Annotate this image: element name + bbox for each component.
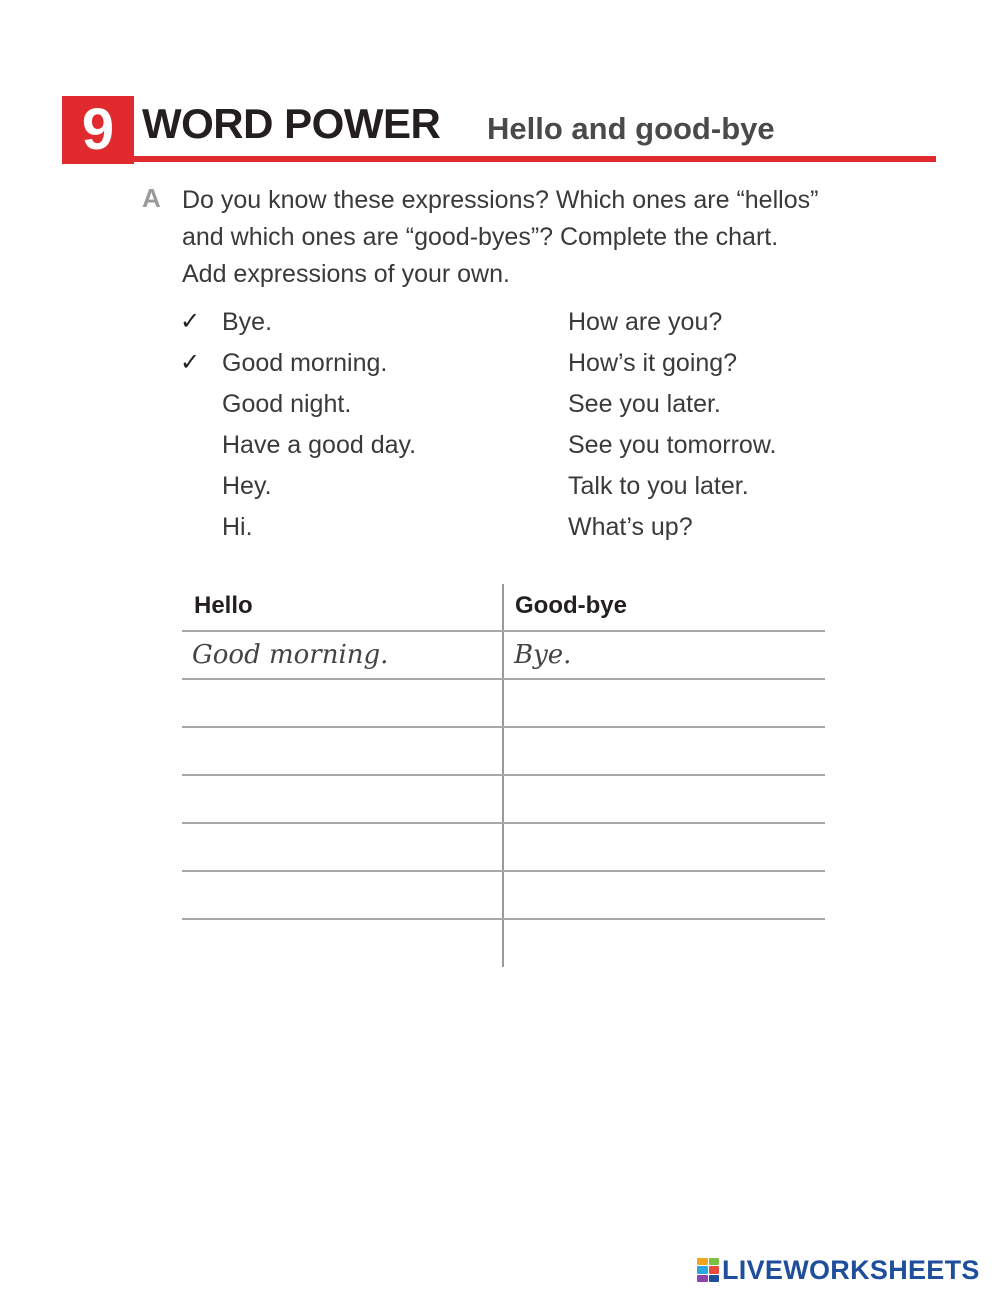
chart-header-hello: Hello xyxy=(194,592,253,619)
expression-item: Talk to you later. xyxy=(568,472,749,500)
chart-cell-goodbye-5[interactable] xyxy=(514,824,819,870)
expression-item xyxy=(180,388,416,429)
logo-tile xyxy=(697,1275,708,1282)
expression-item xyxy=(180,470,416,511)
chart-header-goodbye: Good-bye xyxy=(515,592,627,619)
chart-cell-hello-1[interactable]: Good morning. xyxy=(192,640,389,670)
logo-tile xyxy=(709,1258,720,1265)
section-letter: A xyxy=(142,183,161,213)
expression-item: How’s it going? xyxy=(568,349,738,377)
expression-item: See you tomorrow. xyxy=(568,431,777,459)
liveworksheets-logo-icon xyxy=(697,1258,719,1282)
expression-item xyxy=(180,347,416,388)
chart-cell-goodbye-2[interactable] xyxy=(514,680,819,726)
chart-cell-goodbye-1[interactable]: Bye. xyxy=(514,640,572,670)
chart-row-rule xyxy=(182,918,825,920)
expression-item: How are you? xyxy=(568,308,723,336)
exercise-number: 9 xyxy=(62,96,134,164)
logo-text: LIVEWORKSHEETS xyxy=(722,1254,980,1285)
chart-cell-goodbye-6[interactable] xyxy=(514,872,819,918)
header-divider xyxy=(134,156,936,162)
logo-tile xyxy=(709,1275,720,1282)
expression-list-left xyxy=(180,306,416,552)
instruction-line: Do you know these expressions? Which ones are “hellos” xyxy=(182,186,819,214)
page-title: WORD POWER xyxy=(142,100,441,147)
expression-item: What’s up? xyxy=(568,513,693,541)
instruction-line: Add expressions of your own. xyxy=(182,260,510,288)
chart-cell-goodbye-4[interactable] xyxy=(514,776,819,822)
expression-text: Good night. xyxy=(222,390,352,418)
expression-text: Good morning. xyxy=(222,349,388,377)
chart-cell-hello-5[interactable] xyxy=(192,824,497,870)
expression-text: Have a good day. xyxy=(222,431,417,459)
chart-cell-hello-3[interactable] xyxy=(192,728,497,774)
liveworksheets-logo[interactable] xyxy=(697,1254,980,1286)
logo-tile xyxy=(709,1266,720,1273)
instruction-line: and which ones are “good-byes”? Complete the chart. xyxy=(182,223,779,251)
expression-text: Hi. xyxy=(222,513,253,541)
logo-tile xyxy=(697,1258,708,1265)
checkmark-icon: ✓ xyxy=(180,308,201,335)
expression-text: Hey. xyxy=(222,472,272,500)
expression-list-right xyxy=(568,306,776,552)
chart-cell-hello-4[interactable] xyxy=(192,776,497,822)
expression-text: Bye. xyxy=(222,308,273,336)
chart-cell-hello-2[interactable] xyxy=(192,680,497,726)
checkmark-icon: ✓ xyxy=(180,349,201,376)
expression-item: See you later. xyxy=(568,390,721,418)
chart-cell-hello-6[interactable] xyxy=(192,872,497,918)
hello-goodbye-chart xyxy=(182,584,825,967)
instructions xyxy=(182,182,942,293)
chart-cell-goodbye-3[interactable] xyxy=(514,728,819,774)
logo-tile xyxy=(697,1266,708,1273)
expression-item xyxy=(180,429,416,470)
page-subtitle: Hello and good-bye xyxy=(487,111,775,146)
expression-item xyxy=(180,511,416,552)
expression-item xyxy=(180,306,416,347)
